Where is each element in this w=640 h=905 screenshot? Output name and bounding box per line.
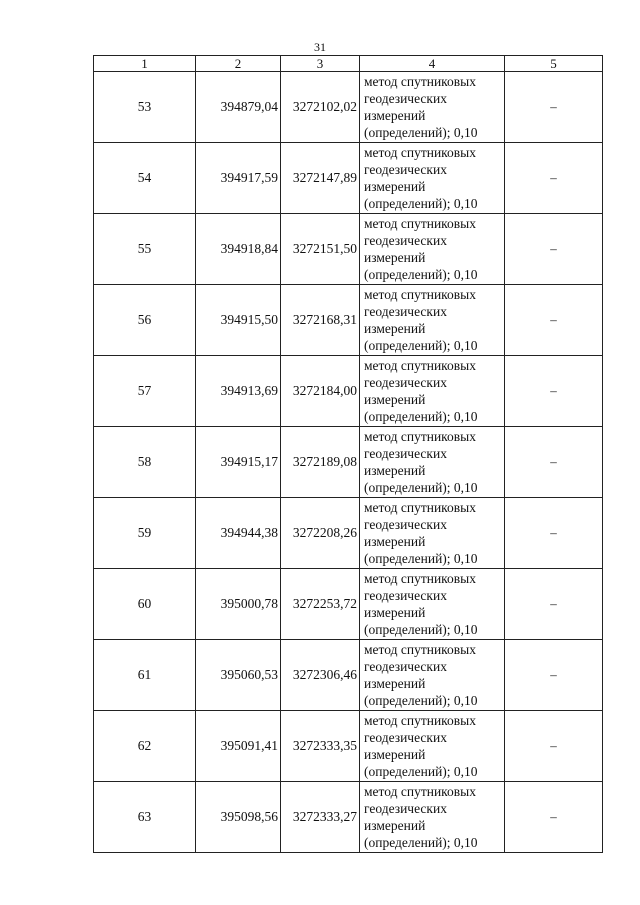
method-line: метод спутниковых [364, 571, 476, 586]
note-cell [505, 356, 603, 427]
method-line: измерений [364, 392, 426, 407]
method-line: метод спутниковых [364, 216, 476, 231]
table-row [94, 214, 603, 285]
method-cell [360, 640, 505, 711]
dash-mark: – [550, 99, 557, 114]
point-number-cell: 57 [94, 356, 196, 427]
table-row [94, 640, 603, 711]
y-coordinate-cell: 3272208,26 [281, 498, 360, 569]
method-line: измерений [364, 179, 426, 194]
dash-mark: – [550, 383, 557, 398]
method-line: метод спутниковых [364, 713, 476, 728]
y-coordinate-cell: 3272333,27 [281, 782, 360, 853]
method-line: геодезических [364, 801, 447, 816]
method-line: (определений); 0,10 [364, 693, 478, 708]
table-header-row [94, 56, 603, 72]
method-line: метод спутниковых [364, 642, 476, 657]
dash-mark: – [550, 312, 557, 327]
method-line: измерений [364, 463, 426, 478]
method-line: (определений); 0,10 [364, 835, 478, 850]
method-line: метод спутниковых [364, 784, 476, 799]
method-line: (определений); 0,10 [364, 551, 478, 566]
method-line: геодезических [364, 659, 447, 674]
coordinates-table [93, 55, 603, 853]
note-cell [505, 711, 603, 782]
x-coordinate-cell: 395091,41 [196, 711, 281, 782]
method-line: геодезических [364, 588, 447, 603]
method-line: метод спутниковых [364, 74, 476, 89]
point-number-cell: 58 [94, 427, 196, 498]
method-line: метод спутниковых [364, 145, 476, 160]
table-row [94, 427, 603, 498]
method-line: геодезических [364, 304, 447, 319]
method-line: измерений [364, 250, 426, 265]
method-line: (определений); 0,10 [364, 338, 478, 353]
x-coordinate-cell: 394879,04 [196, 72, 281, 143]
point-number-cell: 63 [94, 782, 196, 853]
x-coordinate-cell: 395000,78 [196, 569, 281, 640]
method-cell [360, 356, 505, 427]
method-cell [360, 711, 505, 782]
method-line: геодезических [364, 233, 447, 248]
method-line: метод спутниковых [364, 429, 476, 444]
note-cell [505, 72, 603, 143]
point-number-cell: 56 [94, 285, 196, 356]
y-coordinate-cell: 3272102,02 [281, 72, 360, 143]
note-cell [505, 640, 603, 711]
point-number-cell: 61 [94, 640, 196, 711]
x-coordinate-cell: 394915,50 [196, 285, 281, 356]
column-header-2: 2 [196, 56, 281, 72]
x-coordinate-cell: 394913,69 [196, 356, 281, 427]
y-coordinate-cell: 3272151,50 [281, 214, 360, 285]
method-cell [360, 569, 505, 640]
table-row [94, 498, 603, 569]
dash-mark: – [550, 596, 557, 611]
column-header-1: 1 [94, 56, 196, 72]
method-cell [360, 285, 505, 356]
method-line: метод спутниковых [364, 287, 476, 302]
method-line: измерений [364, 605, 426, 620]
method-line: геодезических [364, 91, 447, 106]
column-header-5: 5 [505, 56, 603, 72]
point-number-cell: 60 [94, 569, 196, 640]
method-line: геодезических [364, 162, 447, 177]
dash-mark: – [550, 667, 557, 682]
method-line: измерений [364, 818, 426, 833]
point-number-cell: 59 [94, 498, 196, 569]
column-header-4: 4 [360, 56, 505, 72]
table-row [94, 711, 603, 782]
method-line: (определений); 0,10 [364, 125, 478, 140]
method-line: геодезических [364, 517, 447, 532]
method-line: геодезических [364, 730, 447, 745]
method-line: (определений); 0,10 [364, 267, 478, 282]
x-coordinate-cell: 395098,56 [196, 782, 281, 853]
dash-mark: – [550, 525, 557, 540]
method-line: измерений [364, 321, 426, 336]
method-line: (определений); 0,10 [364, 196, 478, 211]
method-cell [360, 214, 505, 285]
y-coordinate-cell: 3272147,89 [281, 143, 360, 214]
method-line: (определений); 0,10 [364, 622, 478, 637]
dash-mark: – [550, 454, 557, 469]
note-cell [505, 214, 603, 285]
note-cell [505, 143, 603, 214]
method-line: геодезических [364, 375, 447, 390]
note-cell [505, 782, 603, 853]
note-cell [505, 285, 603, 356]
table-row [94, 782, 603, 853]
point-number-cell: 54 [94, 143, 196, 214]
table-row [94, 569, 603, 640]
y-coordinate-cell: 3272306,46 [281, 640, 360, 711]
y-coordinate-cell: 3272253,72 [281, 569, 360, 640]
page-number: 31 [314, 40, 326, 54]
method-cell [360, 143, 505, 214]
x-coordinate-cell: 394917,59 [196, 143, 281, 214]
dash-mark: – [550, 241, 557, 256]
table-body [94, 72, 603, 853]
y-coordinate-cell: 3272184,00 [281, 356, 360, 427]
method-line: измерений [364, 747, 426, 762]
method-line: метод спутниковых [364, 358, 476, 373]
table-row [94, 285, 603, 356]
method-line: геодезических [364, 446, 447, 461]
method-line: измерений [364, 108, 426, 123]
y-coordinate-cell: 3272189,08 [281, 427, 360, 498]
dash-mark: – [550, 738, 557, 753]
point-number-cell: 55 [94, 214, 196, 285]
note-cell [505, 427, 603, 498]
column-header-3: 3 [281, 56, 360, 72]
method-cell [360, 782, 505, 853]
method-line: (определений); 0,10 [364, 764, 478, 779]
table-row [94, 356, 603, 427]
dash-mark: – [550, 170, 557, 185]
point-number-cell: 53 [94, 72, 196, 143]
dash-mark: – [550, 809, 557, 824]
y-coordinate-cell: 3272168,31 [281, 285, 360, 356]
method-cell [360, 498, 505, 569]
table-row [94, 72, 603, 143]
method-line: измерений [364, 676, 426, 691]
note-cell [505, 498, 603, 569]
y-coordinate-cell: 3272333,35 [281, 711, 360, 782]
method-line: (определений); 0,10 [364, 480, 478, 495]
x-coordinate-cell: 394944,38 [196, 498, 281, 569]
note-cell [505, 569, 603, 640]
table-row [94, 143, 603, 214]
method-cell [360, 427, 505, 498]
x-coordinate-cell: 395060,53 [196, 640, 281, 711]
x-coordinate-cell: 394918,84 [196, 214, 281, 285]
method-line: измерений [364, 534, 426, 549]
point-number-cell: 62 [94, 711, 196, 782]
x-coordinate-cell: 394915,17 [196, 427, 281, 498]
method-line: метод спутниковых [364, 500, 476, 515]
method-line: (определений); 0,10 [364, 409, 478, 424]
method-cell [360, 72, 505, 143]
